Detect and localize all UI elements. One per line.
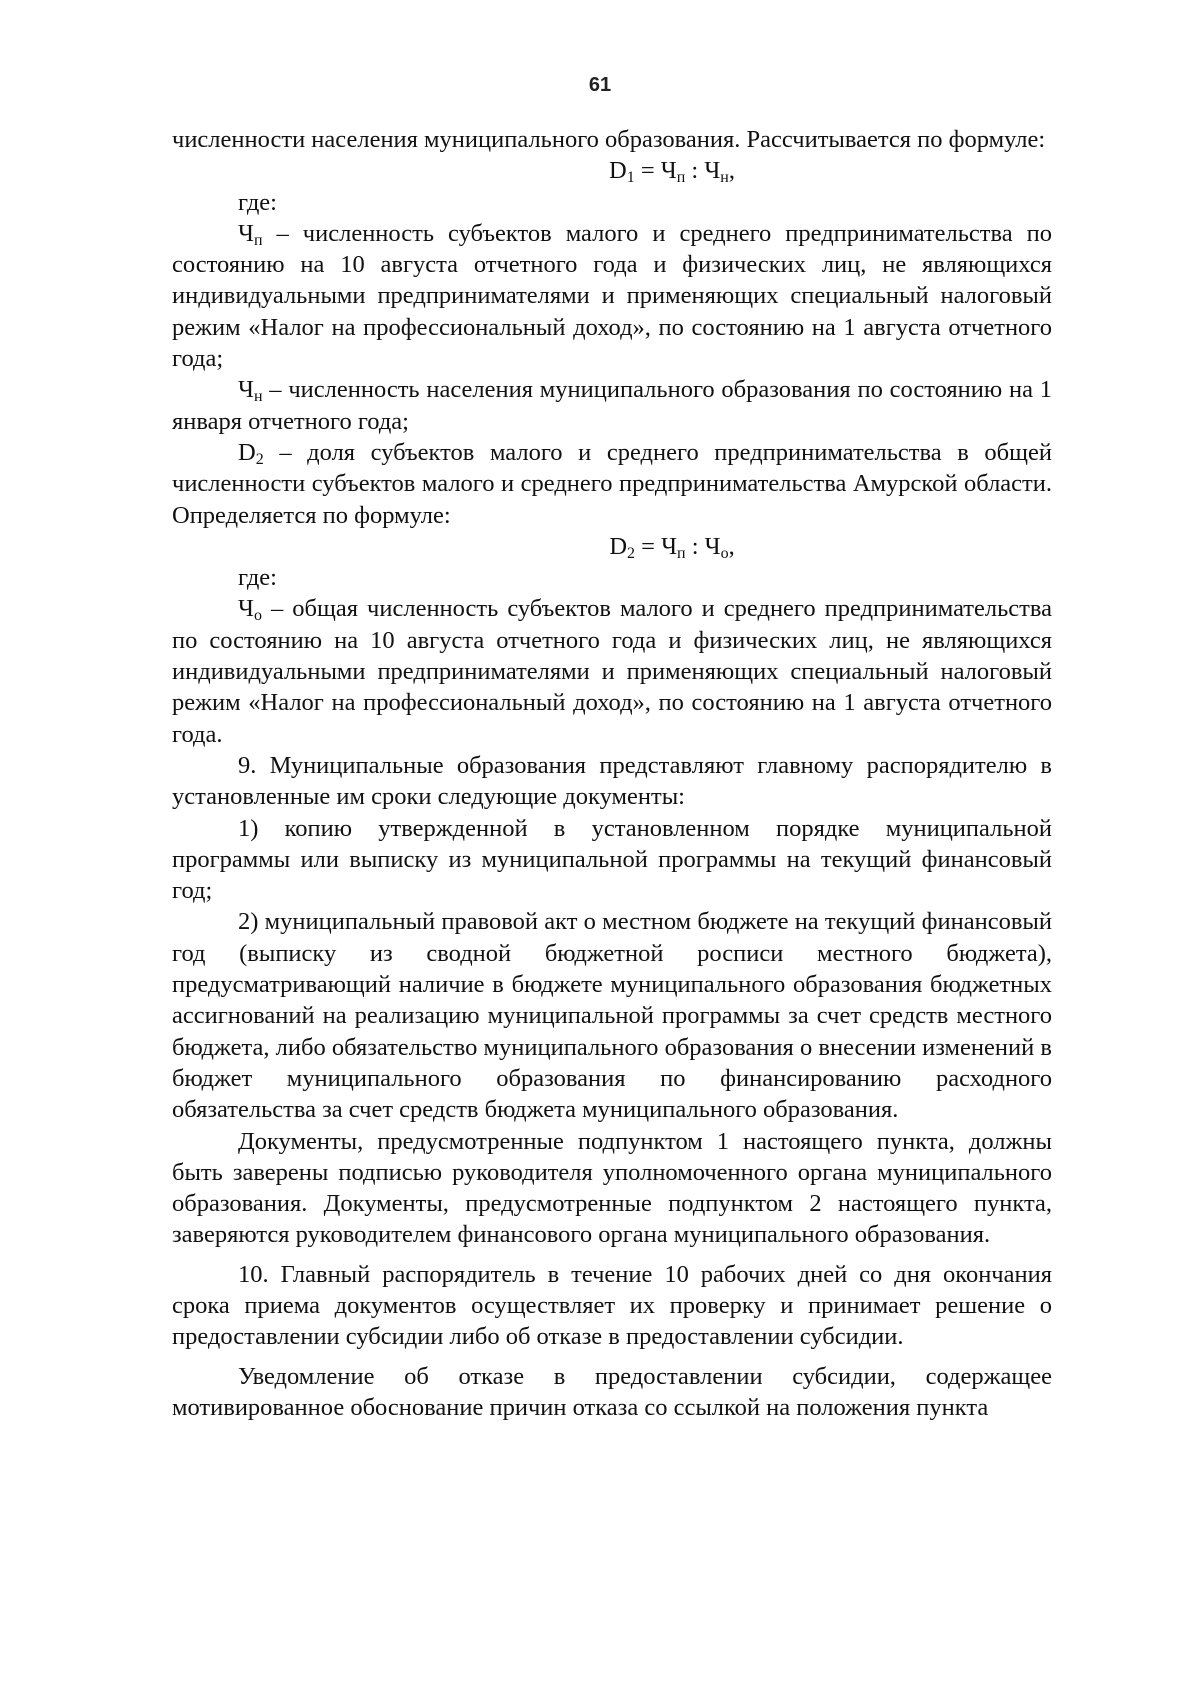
definition-d2-subscript: 2	[255, 450, 264, 468]
formula-d2-base-subscript: 2	[627, 544, 636, 562]
formula-d1-a-subscript: п	[676, 169, 686, 187]
definition-chn-symbol	[238, 376, 263, 406]
item-10: 10. Главный распорядитель в течение 10 рабочих дней со дня окончания срока приема документов осуществляет их проверку и принимает решение о предоставлении субсидии либо об отказе в предоставлении субсидии.	[172, 1260, 1052, 1351]
definition-chn-letter: Ч	[238, 376, 254, 404]
definition-chp-text: – численность субъектов малого и среднего предпринимательства по состоянию на 10 августа отчетного года и физических лиц, не являющихся индивидуальными предпринимателями и применяющих специальный налоговый режим «Налог на профессиональный доход», по состоянию на 1 августа отчетного года;	[172, 219, 1052, 373]
where-label-1: где:	[238, 188, 277, 216]
paragraph-notice: Уведомление об отказе в предоставлении субсидии, содержащее мотивированное обоснование причин отказа со ссылкой на положения пункта	[172, 1362, 1052, 1421]
formula-d1-tail: ,	[728, 157, 735, 185]
definition-chp-letter: Ч	[238, 219, 254, 247]
definition-d2-symbol	[238, 439, 264, 466]
formula-d2-operator: : Ч	[685, 532, 721, 560]
definition-cho-symbol	[238, 595, 262, 625]
formula-d1-equals: = Ч	[634, 157, 677, 185]
formula-d1-base: D	[609, 157, 627, 185]
formula-d1-base-subscript: 1	[626, 169, 635, 187]
document-body	[172, 124, 1052, 1423]
definition-cho-text: – общая численность субъектов малого и среднего предпринимательства по состоянию на 10 августа отчетного года и физических лиц, не являющихся индивидуальными предпринимателями и применяющих специальный налоговый режим «Налог на профессиональный доход», по состоянию на 1 августа отчетного года.	[172, 595, 1052, 748]
formula-d1-operator: : Ч	[685, 157, 721, 185]
item-9-subitem-2: 2) муниципальный правовой акт о местном бюджете на текущий финансовый год (выписку из сводной бюджетной росписи местного бюджета), предусматривающий наличие в бюджете муниципального образования бюджетных ассигнований на реализацию муниципальной программы за счет средств местного бюджета, либо обязательство муниципального образования о внесении изменений в бюджет муниципального образования по финансированию расходного обязательства за счет средств бюджета муниципального образования.	[172, 908, 1052, 1124]
definition-cho-letter: Ч	[238, 595, 254, 623]
definition-d2-text: – доля субъектов малого и среднего предпринимательства в общей численности субъектов малого и среднего предпринимательства Амурской области. Определяется по формуле:	[172, 438, 1052, 529]
formula-d2-equals: = Ч	[635, 532, 678, 560]
paragraph-gap	[172, 1251, 1052, 1259]
definition-d2	[172, 437, 1052, 531]
paragraph-documents: Документы, предусмотренные подпунктом 1 настоящего пункта, должны быть заверены подписью руководителя уполномоченного органа муниципального образования. Документы, предусмотренные подпунктом 2 настоящего пункта, заверяются руководителем финансового органа муниципального образования.	[172, 1127, 1052, 1249]
definition-chn-subscript: н	[253, 388, 263, 406]
where-label-2: где:	[238, 564, 277, 592]
formula-d1-b-subscript: н	[720, 169, 729, 187]
item-9-subitem-1: 1) копию утвержденной в установленном порядке муниципальной программы или выписку из муниципальной программы на текущий финансовый год;	[172, 814, 1052, 905]
definition-chp	[172, 218, 1052, 374]
page-number: 61	[588, 74, 612, 96]
paragraph-intro: численности населения муниципального образования. Рассчитывается по формуле:	[172, 126, 1046, 153]
formula-d2-a-subscript: п	[677, 544, 686, 562]
definition-chp-subscript: п	[253, 231, 263, 249]
definition-cho	[172, 593, 1052, 749]
definition-chp-symbol	[238, 220, 263, 247]
definition-chn-text: – численность населения муниципального образования по состоянию на 1 января отчетного года;	[172, 376, 1052, 435]
definition-cho-subscript: о	[253, 607, 262, 625]
definition-chn	[172, 374, 1052, 437]
formula-d2-tail: ,	[728, 532, 735, 560]
formula-d1	[172, 155, 1052, 186]
formula-d2-b-subscript: о	[720, 544, 729, 562]
formula-d2-base: D	[609, 532, 628, 560]
formula-d2	[172, 531, 1052, 562]
paragraph-gap	[172, 1353, 1052, 1361]
definition-d2-letter: D	[238, 438, 256, 466]
item-9: 9. Муниципальные образования представляют главному распорядителю в установленные им сроки следующие документы:	[172, 751, 1052, 811]
